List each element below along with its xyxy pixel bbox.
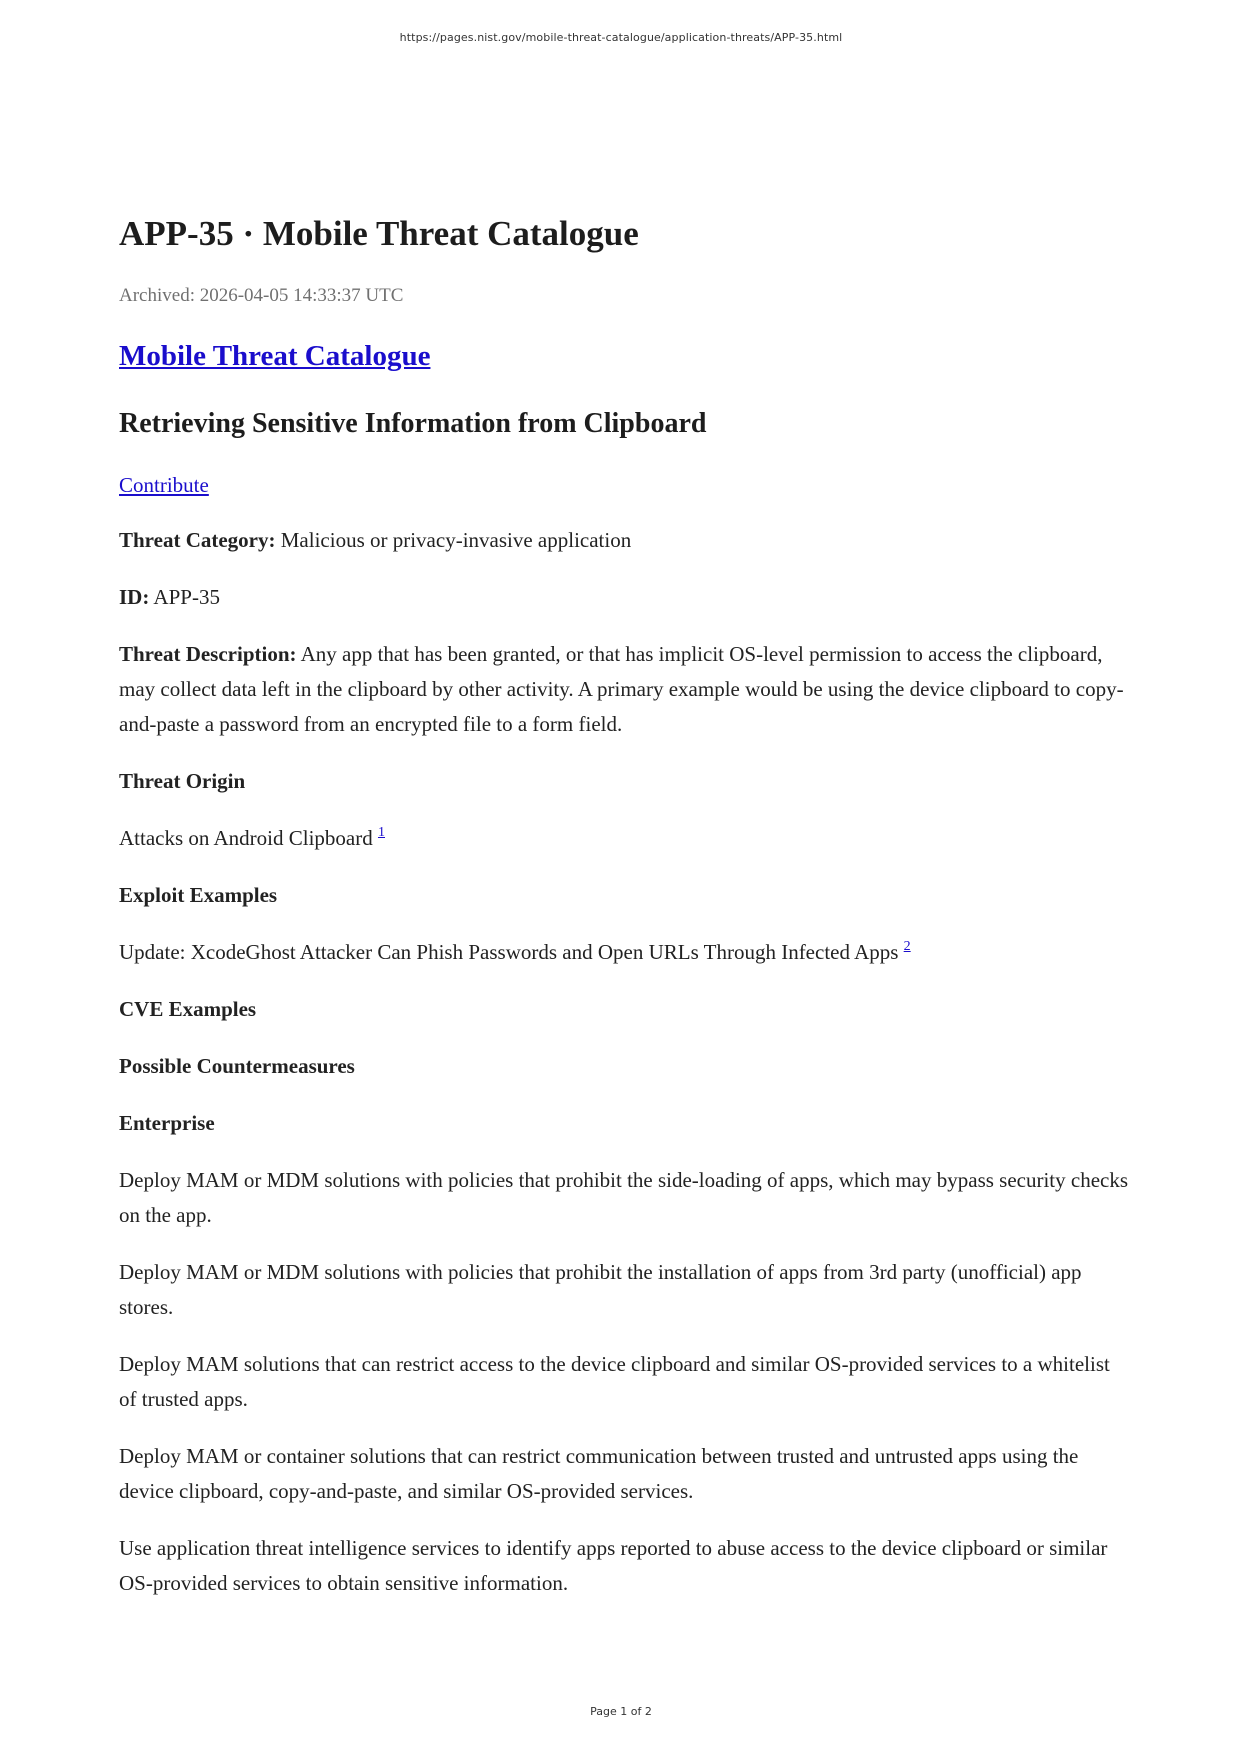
countermeasure-item: Use application threat intelligence services to identify apps reported to abuse access to the device clipboard or similar OS-provided services to obtain sensitive information.	[119, 1536, 1108, 1595]
threat-id	[119, 580, 1129, 615]
exploit-example-footnote	[904, 939, 911, 954]
contribute-paragraph	[119, 468, 1129, 503]
article-content	[119, 212, 1129, 1623]
page-title: APP-35 · Mobile Threat Catalogue	[119, 214, 639, 253]
threat-description	[119, 637, 1129, 742]
threat-id-value: APP-35	[149, 585, 220, 609]
print-header-url: https://pages.nist.gov/mobile-threat-catalogue/application-threats/APP-35.html	[399, 31, 843, 44]
countermeasure-item: Deploy MAM or MDM solutions with policies that prohibit the installation of apps from 3rd party (unofficial) app stores.	[119, 1260, 1082, 1319]
enterprise-subheading: Enterprise	[119, 1111, 215, 1135]
archived-timestamp: Archived: 2026-04-05 14:33:37 UTC	[119, 285, 404, 306]
threat-title: Retrieving Sensitive Information from Clipboard	[119, 408, 707, 439]
page-indicator: Page 1 of 2	[590, 1705, 652, 1718]
countermeasures-heading: Possible Countermeasures	[119, 1054, 355, 1078]
contribute-link[interactable]: Contribute	[119, 473, 209, 497]
countermeasure-item: Deploy MAM or MDM solutions with policies that prohibit the side-loading of apps, which may bypass security checks on the app.	[119, 1168, 1129, 1227]
threat-origin-item	[119, 821, 1129, 856]
exploit-example-text: Update: XcodeGhost Attacker Can Phish Passwords and Open URLs Through Infected Apps	[119, 940, 904, 964]
footnote-link-1[interactable]: 1	[377, 825, 385, 840]
threat-description-value: Any app that has been granted, or that has implicit OS-level permission to access the clipboard, may collect data left in the clipboard by other activity. A primary example would be using the device clipboard to copy-and-paste a password from an encrypted file to a form field.	[119, 642, 1124, 736]
countermeasure-item: Deploy MAM or container solutions that can restrict communication between trusted and untrusted apps using the device clipboard, copy-and-paste, and similar OS-provided services.	[119, 1444, 1079, 1503]
threat-origin-heading: Threat Origin	[119, 769, 246, 793]
threat-origin-text: Attacks on Android Clipboard	[119, 826, 378, 850]
exploit-examples-heading: Exploit Examples	[119, 883, 278, 907]
catalogue-home-link[interactable]: Mobile Threat Catalogue	[119, 340, 431, 372]
threat-category	[119, 523, 1129, 558]
cve-examples-heading: CVE Examples	[119, 997, 257, 1021]
exploit-example-item	[119, 935, 1129, 970]
threat-origin-footnote	[378, 825, 385, 840]
threat-description-label: Threat Description:	[119, 642, 297, 666]
countermeasure-item: Deploy MAM solutions that can restrict access to the device clipboard and similar OS-provided services to a whitelist of trusted apps.	[119, 1352, 1110, 1411]
threat-category-label: Threat Category:	[119, 528, 276, 552]
site-heading	[119, 336, 1129, 376]
threat-id-label: ID:	[119, 585, 150, 609]
threat-category-value: Malicious or privacy-invasive application	[275, 528, 632, 552]
footnote-link-2[interactable]: 2	[903, 939, 911, 954]
